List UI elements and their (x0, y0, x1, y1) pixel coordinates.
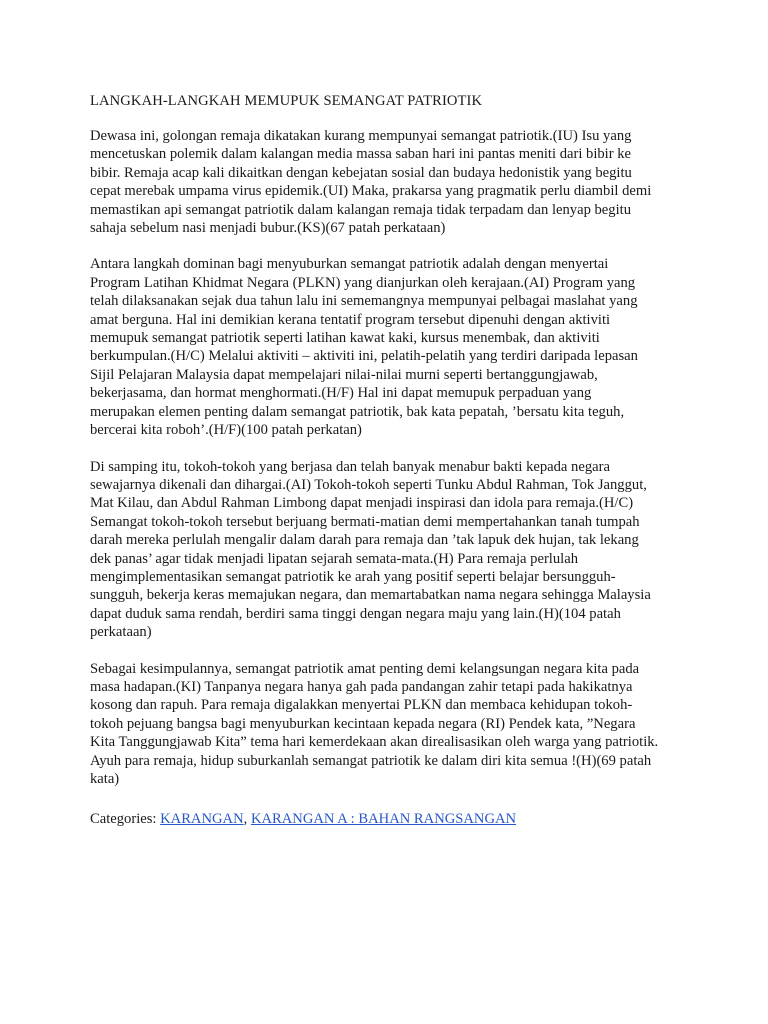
text-line: sungguh, bekerja keras memajukan negara, dan memartabatkan nama negara sehingga Malaysia (90, 587, 651, 604)
categories-row (90, 810, 680, 828)
text-line: amat berguna. Hal ini demikian kerana tentatif program tersebut dipenuhi dengan aktiviti (90, 311, 611, 328)
text-line: mengimplementasikan semangat patriotik ke arah yang positif seperti belajar bersungguh- (90, 568, 616, 585)
text-line: bercerai kita roboh’.(H/F)(100 patah perkatan) (90, 422, 362, 439)
document-title: LANGKAH-LANGKAH MEMUPUK SEMANGAT PATRIOTIK (90, 93, 483, 109)
category-link-karangan[interactable]: KARANGAN (160, 811, 244, 828)
paragraph-tokoh (90, 458, 680, 642)
text-line: memastikan api semangat patriotik dalam kalangan remaja tidak terpadam dan lenyap begitu (90, 201, 631, 218)
text-line: Program Latihan Khidmat Negara (PLKN) yang dianjurkan oleh kerajaan.(AI) Program yang (90, 274, 636, 291)
paragraph-conclusion (90, 660, 680, 789)
paragraph-plkn (90, 255, 680, 439)
text-line: dapat duduk sama rendah, berdiri sama tinggi dengan negara maju yang lain.(H)(104 patah (90, 605, 621, 622)
text-line: Sebagai kesimpulannya, semangat patriotik amat penting demi kelangsungan negara kita pada (90, 660, 640, 677)
text-line: kata) (90, 771, 120, 787)
text-line: mencetuskan polemik dalam kalangan media massa saban hari ini pantas meniti dari bibir ke (90, 146, 632, 163)
text-line: perkataan) (90, 624, 152, 641)
categories-label: Categories: (90, 811, 157, 828)
category-link-karangan-a[interactable]: KARANGAN A : BAHAN RANGSANGAN (250, 811, 517, 828)
text-line: Mat Kilau, dan Abdul Rahman Limbong dapat menjadi inspirasi dan idola para remaja.(H/C) (90, 495, 634, 512)
paragraph-introduction (90, 127, 680, 237)
text-line: sahaja sebelum nasi menjadi bubur.(KS)(67 patah perkataan) (90, 220, 446, 237)
category-separator: , (243, 811, 248, 828)
text-line: cepat merebak umpama virus epidemik.(UI) Maka, prakarsa yang pragmatik perlu diambil demi (90, 183, 652, 200)
text-line: tokoh pejuang bangsa bagi menyuburkan kecintaan kepada negara (RI) Pendek kata, ”Negara (90, 715, 636, 732)
text-line: Ayuh para remaja, hidup suburkanlah semangat patriotik ke dalam diri kita semua !(H)(69 patah (90, 752, 652, 769)
text-line: Dewasa ini, golongan remaja dikatakan kurang mempunyai semangat patriotik.(IU) Isu yang (90, 128, 632, 144)
text-line: Antara langkah dominan bagi menyuburkan semangat patriotik adalah dengan menyertai (90, 256, 609, 273)
text-line: masa hadapan.(KI) Tanpanya negara hanya gah pada pandangan zahir tetapi pada hakikatnya (90, 678, 633, 695)
text-line: sewajarnya dikenali dan dihargai.(AI) Tokoh-tokoh seperti Tunku Abdul Rahman, Tok Janggut, (90, 476, 647, 493)
text-line: Semangat tokoh-tokoh tersebut berjuang bermati-matian demi mempertahankan tanah tumpah (90, 513, 640, 530)
text-line: Di samping itu, tokoh-tokoh yang berjasa dan telah banyak menabur bakti kepada negara (90, 458, 610, 475)
text-line: Kita Tanggungjawab Kita” tema hari kemerdekaan akan direalisasikan oleh warga yang patriotik. (90, 734, 659, 751)
text-line: bibir. Remaja acap kali dikaitkan dengan kebejatan sosial dan budaya hedonistik yang begitu (90, 164, 632, 181)
text-line: dek panas’ agar tidak menjadi lipatan sejarah semata-mata.(H) Para remaja perlulah (90, 550, 578, 567)
text-line: Sijil Pelajaran Malaysia dapat mempelajari nilai-nilai murni seperti bertanggungjawab, (90, 366, 598, 383)
text-line: telah dilaksanakan sejak dua tahun lalu ini sememangnya mempunyai pelbagai maslahat yang (90, 293, 638, 310)
text-line: kosong dan rapuh. Para remaja digalakkan menyertai PLKN dan membaca kehidupan tokoh- (90, 697, 633, 714)
document-page (90, 92, 680, 828)
text-line: berkumpulan.(H/C) Melalui aktiviti – aktiviti ini, pelatih-pelatih yang terdiri daripada lepasan (90, 348, 638, 365)
text-line: bekerjasama, dan hormat menghormati.(H/F) Hal ini dapat memupuk perpaduan yang (90, 385, 592, 402)
text-line: darah mereka perlulah mengalir dalam darah para remaja dan ’tak lapuk dek hujan, tak lekang (90, 532, 639, 549)
text-line: memupuk semangat patriotik seperti latihan kawat kaki, kursus menembak, dan aktiviti (90, 330, 600, 347)
text-line: merupakan elemen penting dalam semangat patriotik, bak kata pepatah, ’bersatu kita teguh, (90, 403, 625, 420)
